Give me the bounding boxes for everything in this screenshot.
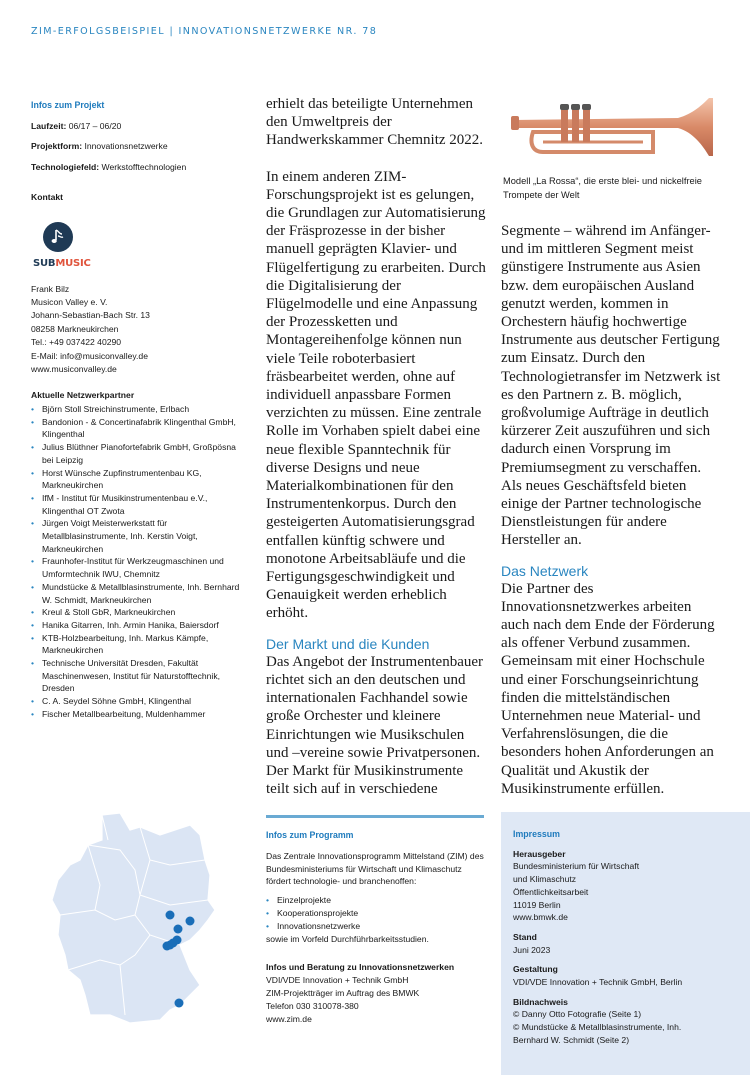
list-item: • Fraunhofer-Institut für Werkzeugmaschinen und Umformtechnik IWU, Chemnitz <box>31 555 246 580</box>
section-line: Bernhard W. Schmidt (Seite 2) <box>513 1034 630 1045</box>
map-marker <box>175 999 184 1008</box>
section-line: Juni 2023 <box>513 944 551 955</box>
map-marker <box>163 942 172 951</box>
section-line: VDI/VDE Innovation + Technik GmbH, Berlin <box>513 977 683 988</box>
list-item: • KTB-Holzbearbeitung, Inh. Markus Kämpfe, Markneukirchen <box>31 632 246 657</box>
contact-address <box>31 283 246 377</box>
logo-sub: SUB <box>33 257 56 269</box>
section-line: © Danny Otto Fotografie (Seite 1) <box>513 1009 642 1020</box>
impressum-section-bildnachweis <box>513 996 738 1047</box>
image-caption: Modell „La Rossa“, die erste blei- und nickelfreie Trompete der Welt <box>503 176 702 200</box>
projektform-value: Innovationsnetzwerke <box>82 141 168 152</box>
impressum-section-stand <box>513 931 738 956</box>
technologiefeld-row <box>31 161 246 174</box>
program-intro: Das Zentrale Innovationsprogramm Mittelstand (ZIM) des Bundesministeriums für Wirtschaft und Klimaschutz fördert technologie- und branchenoffen: <box>266 850 484 887</box>
advice-line: Telefon 030 310078-380 <box>266 1000 359 1011</box>
section-title: Bildnachweis <box>513 996 568 1007</box>
list-item: • IfM - Institut für Musikinstrumentenbau e.V., Klingenthal OT Zwota <box>31 492 246 517</box>
article-paragraph: Segmente – während im Anfänger- und im mittleren Segment meist günstigere Instrumente aus Asien bzw. dem europäischen Ausland genutzt werden, kommen in Orchestern häufig hochwertige Instrumente aus deutscher Fertigung zum Einsatz. Durch den Technologietransfer im Netzwerk ist es den Partnern z. B. möglich, großvolumige Aufträge in deutlich kürzerer Zeit auszuführen und sich dadurch einen Vorsprung im Premiumsegment zu verschaffen. Als neues Geschäftsfeld bieten einige der Partner technologische Dienstleistungen für andere Hersteller an. <box>501 223 721 549</box>
advice-line: ZIM-Projektträger im Auftrag des BMWK <box>266 987 420 998</box>
list-item: • C. A. Seydel Söhne GmbH, Klingenthal <box>31 695 246 708</box>
program-heading: Infos zum Programm <box>266 830 354 840</box>
article-paragraph: Die Partner des Innovationsnetzwerkes arbeiten auch nach dem Ende der Förderung als offener Verbund zusammen. Gemeinsam mit einer Hochschule und einer Forschungseinrichtung finden die mittelständischen Unternehmen neue Material- und Verfahrenslösungen, die die besonders hohen Anforderungen an Qualität und Akustik der Musikinstrumente erfüllen. <box>501 580 715 797</box>
list-item: • Einzelprojekte <box>266 894 484 907</box>
technologiefeld-label: Technologiefeld: <box>31 161 100 172</box>
list-item: • Mundstücke & Metallblasinstrumente, Inh. Bernhard W. Schmidt, Markneukirchen <box>31 581 246 606</box>
contact-city: 08258 Markneukirchen <box>31 323 119 334</box>
contact-phone: Tel.: +49 037422 40290 <box>31 337 122 348</box>
trumpet-image <box>503 94 718 166</box>
advice-website[interactable]: www.zim.de <box>266 1013 312 1024</box>
section-title: Stand <box>513 931 537 942</box>
list-item: • Kreul & Stoll GbR, Markneukirchen <box>31 606 246 619</box>
section-line: Bundesministerium für Wirtschaft <box>513 861 640 872</box>
map-marker <box>186 917 195 926</box>
contact-website[interactable]: www.musiconvalley.de <box>31 364 117 374</box>
logo-wordmark <box>33 258 89 271</box>
germany-map <box>40 805 220 1035</box>
advice-line: VDI/VDE Innovation + Technik GmbH <box>266 975 409 986</box>
list-item: • Julius Blüthner Pianofortefabrik GmbH, Großpösna bei Leipzig <box>31 441 246 466</box>
projektform-label: Projektform: <box>31 141 83 152</box>
contact-email[interactable]: E-Mail: info@musiconvalley.de <box>31 350 148 361</box>
program-list <box>266 894 484 932</box>
contact-name: Frank Bilz <box>31 283 70 294</box>
partners-list <box>31 403 246 721</box>
section-line: Öffentlichkeitsarbeit <box>513 886 589 897</box>
impressum-section-gestaltung <box>513 963 738 988</box>
article-paragraph: In einem anderen ZIM-Forschungsprojekt ist es gelungen, die Grundlagen zur Automatisierung der Fräsprozesse in der bisher manuell geprägten Klavier- und Flügelfertigung zu erarbeiten. Durch die Digitalisierung der Flügelmodelle und eine Anpassung der Prozessketten und Montagereihenfolge können nun viele Teile roboterbasiert fräsbearbeitet werden, ohne auf individuell anpassbare Formen verzichten zu müssen. Eine zentrale Rolle im Vorhaben spielt dabei eine neue flexible Spanntechnik für diverse Designs und neue Materialkombinationen für den Instrumentenkorpus. Durch den gesteigerten Automatisierungsgrad entfallen künftig schwere und monotone Arbeitsabläufe und die Fertigungsgeschwindigkeit und Genauigkeit werden erheblich erhöht. <box>266 168 486 622</box>
laufzeit-label: Laufzeit: <box>31 120 67 131</box>
projektform-row <box>31 140 246 153</box>
list-item: • Hanika Gitarren, Inh. Armin Hanika, Baiersdorf <box>31 619 246 632</box>
map-marker <box>174 925 183 934</box>
list-item: • Björn Stoll Streichinstrumente, Erlbach <box>31 403 246 416</box>
sidebar-project-info <box>31 99 246 721</box>
partners-heading: Aktuelle Netzwerkpartner <box>31 390 135 401</box>
divider <box>266 815 484 818</box>
article-paragraph: erhielt das beteiligte Unternehmen den Umweltpreis der Handwerkskammer Chemnitz 2022. <box>266 96 484 149</box>
technologiefeld-value: Werkstofftechnologien <box>99 161 187 172</box>
list-item: • Technische Universität Dresden, Fakultät Maschinenwesen, Institut für Naturstofftechnik, Dresden <box>31 657 246 695</box>
submusic-logo <box>33 222 89 271</box>
contact-heading: Kontakt <box>31 192 63 203</box>
section-title: Gestaltung <box>513 964 558 975</box>
impressum-website[interactable]: www.bmwk.de <box>513 912 568 923</box>
article-paragraph: Das Angebot der Instrumentenbauer richtet sich an den deutschen und internationalen Fachhandel sowie große Orchester und kleinere Einrichtungen wie Musikschulen und –vereine sowie Privatpersonen. Der Markt für Musikinstrumente teilt sich auf in verschiedene <box>266 653 484 798</box>
laufzeit-value: 06/17 – 06/20 <box>66 120 122 131</box>
market-heading: Der Markt und die Kunden <box>266 635 430 652</box>
music-note-icon <box>43 222 73 252</box>
list-item: • Bandonion - & Concertinafabrik Klingenthal GmbH, Klingenthal <box>31 416 246 441</box>
list-item: • Kooperationsprojekte <box>266 907 484 920</box>
contact-org: Musicon Valley e. V. <box>31 296 108 307</box>
laufzeit-row <box>31 120 246 133</box>
article-column-middle <box>266 95 488 798</box>
impressum-heading: Impressum <box>513 829 560 839</box>
section-line: 11019 Berlin <box>513 899 561 910</box>
impressum-box <box>501 812 750 1075</box>
program-outro: sowie im Vorfeld Durchführbarkeitsstudien. <box>266 933 429 944</box>
page-header: ZIM-ERFOLGSBEISPIEL | INNOVATIONSNETZWERKE NR. 78 <box>31 26 378 37</box>
list-item: • Fischer Metallbearbeitung, Muldenhammer <box>31 708 246 721</box>
list-item: • Horst Wünsche Zupfinstrumentenbau KG, Markneukirchen <box>31 467 246 492</box>
contact-street: Johann-Sebastian-Bach Str. 13 <box>31 310 150 321</box>
advice-heading: Infos und Beratung zu Innovationsnetzwerken <box>266 962 455 973</box>
section-line: © Mundstücke & Metallblasinstrumente, Inh. <box>513 1022 682 1033</box>
project-info-heading: Infos zum Projekt <box>31 100 105 110</box>
article-column-right <box>501 222 723 798</box>
map-marker <box>166 911 175 920</box>
list-item: • Jürgen Voigt Meisterwerkstatt für Metallblasinstrumente, Inh. Kerstin Voigt, Markneukirchen <box>31 517 246 555</box>
section-title: Herausgeber <box>513 848 566 859</box>
list-item: • Innovationsnetzwerke <box>266 920 484 933</box>
program-info <box>266 815 484 1025</box>
impressum-section-herausgeber <box>513 848 738 924</box>
network-heading: Das Netzwerk <box>501 562 589 579</box>
section-line: und Klimaschutz <box>513 874 577 885</box>
logo-music: MUSIC <box>55 257 91 269</box>
